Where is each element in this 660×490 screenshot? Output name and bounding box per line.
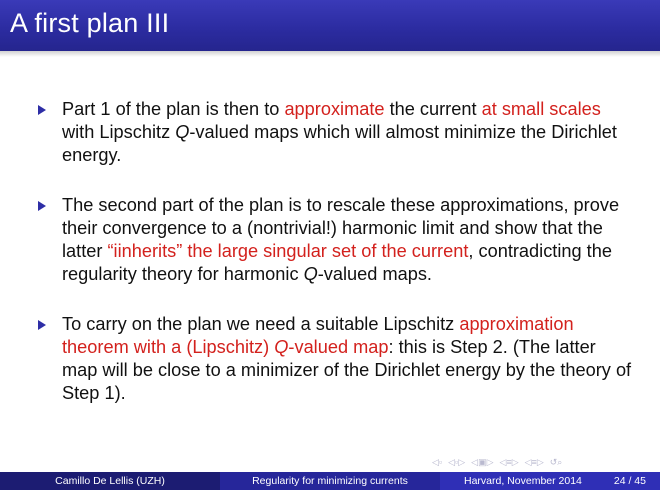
text-run: , contradicting the regularity theory for harmonic bbox=[62, 241, 612, 284]
bullet-triangle-icon bbox=[38, 105, 46, 115]
text-run: Part 1 of the plan is then to bbox=[62, 99, 285, 119]
text-run: with Lipschitz bbox=[62, 122, 176, 142]
title-bar bbox=[0, 0, 660, 51]
text-run: The second part of the plan is to rescale these approximations, prove their convergence to a (nontrivial!) harmonic limit and show that the latter bbox=[62, 195, 620, 261]
highlight-text: approximate bbox=[284, 99, 385, 119]
bullet-text bbox=[62, 195, 619, 284]
highlight-text: “iinherits” the large singular set of the current bbox=[107, 241, 469, 261]
bullet-item bbox=[36, 313, 636, 405]
math-symbol: Q bbox=[175, 122, 190, 142]
text-run: the current bbox=[384, 99, 482, 119]
bullet-triangle-icon bbox=[38, 320, 46, 330]
bullet-item bbox=[36, 194, 636, 286]
text-run: -valued maps. bbox=[317, 264, 432, 284]
footer-bar bbox=[0, 472, 660, 490]
author-label: Camillo De Lellis (UZH) bbox=[55, 475, 165, 487]
slide-title: A first plan III bbox=[10, 8, 170, 38]
bullet-text bbox=[62, 99, 617, 165]
nav-prev-icon[interactable]: ◁▫▷ bbox=[448, 456, 466, 467]
bullet-text bbox=[62, 314, 631, 403]
highlight-text: approximation theorem with a (Lipschitz) bbox=[62, 314, 574, 357]
footer-venue-page bbox=[440, 472, 660, 490]
nav-section-icon[interactable]: ◁≡▷ bbox=[499, 456, 519, 467]
talk-title-label: Regularity for minimizing currents bbox=[252, 475, 408, 487]
nav-search-icon[interactable]: ↺⌕ bbox=[549, 456, 563, 467]
math-symbol: Q bbox=[274, 337, 289, 357]
footer-talk-title bbox=[220, 472, 440, 490]
bullet-list bbox=[36, 98, 636, 432]
venue-label: Harvard, November 2014 bbox=[464, 475, 582, 487]
math-symbol: Q bbox=[303, 264, 318, 284]
text-run: To carry on the plan we need a suitable Lipschitz bbox=[62, 314, 460, 334]
highlight-text: at small scales bbox=[481, 99, 601, 119]
bullet-item bbox=[36, 98, 636, 167]
text-run: : this is Step 2. (The latter map will be close to a minimizer of the Dirichlet energy by the theory of Step 1). bbox=[62, 337, 632, 403]
title-shadow bbox=[0, 51, 660, 57]
footer-author bbox=[0, 472, 220, 490]
page-number: 24 / 45 bbox=[613, 475, 646, 487]
bullet-triangle-icon bbox=[38, 201, 46, 211]
nav-next-icon[interactable]: ◁▣▷ bbox=[471, 456, 494, 467]
highlight-text: -valued map bbox=[288, 337, 389, 357]
navigation-controls bbox=[432, 456, 562, 468]
text-run: -valued maps which will almost minimize the Dirichlet energy. bbox=[62, 122, 617, 165]
nav-first-icon[interactable]: ◁▫ bbox=[432, 456, 443, 467]
nav-last-icon[interactable]: ◁≡▷ bbox=[524, 456, 544, 467]
